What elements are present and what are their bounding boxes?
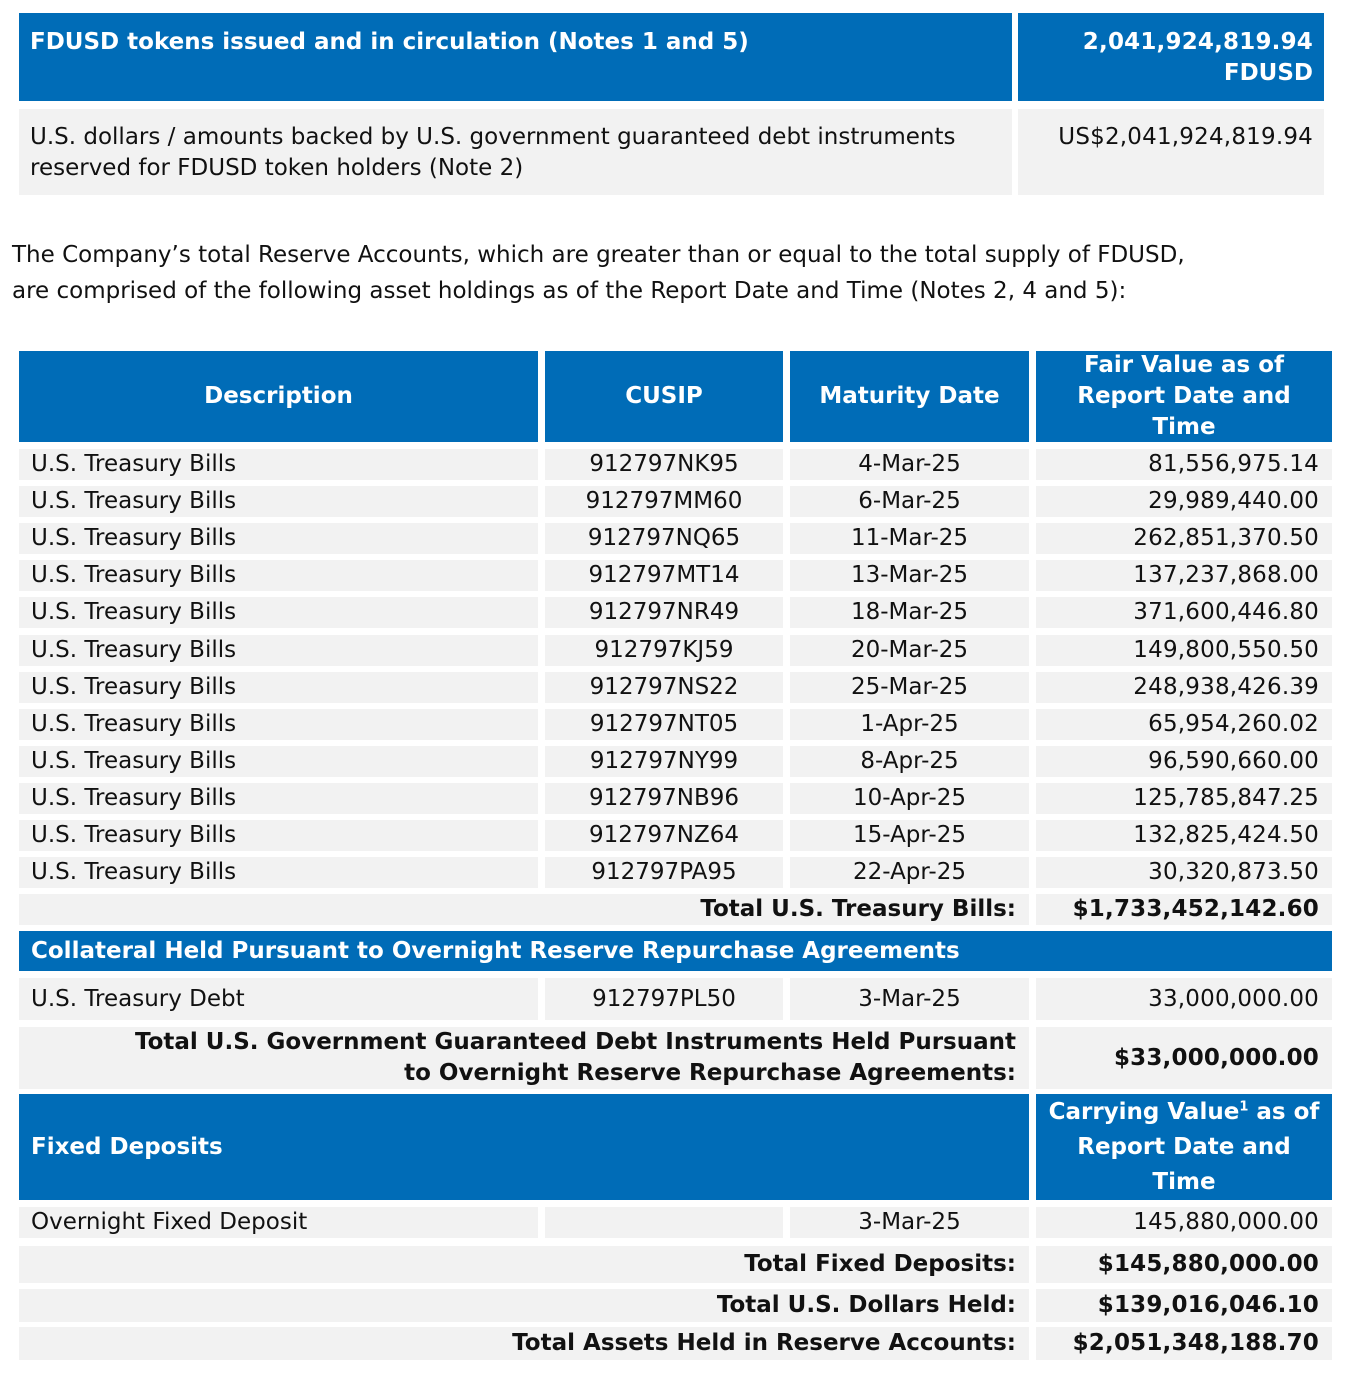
cell-maturity-date bbox=[790, 746, 1029, 777]
cell-description-text: U.S. Treasury Bills bbox=[31, 637, 237, 663]
header-cusip bbox=[545, 351, 783, 442]
cell-description-text: U.S. Treasury Bills bbox=[31, 859, 237, 885]
cell-maturity-date bbox=[790, 635, 1029, 666]
cell-cusip bbox=[545, 597, 783, 628]
usd-total-value-cell bbox=[1036, 1289, 1332, 1322]
repo-section-title: Collateral Held Pursuant to Overnight Reserve Repurchase Agreements bbox=[31, 937, 960, 964]
cell-fair-value-text: 30,320,873.50 bbox=[1148, 859, 1319, 885]
assets-total-label: Total Assets Held in Reserve Accounts: bbox=[512, 1330, 1016, 1356]
cell-fair-value-text: 371,600,446.80 bbox=[1133, 599, 1319, 625]
cell-description-text: U.S. Treasury Bills bbox=[31, 525, 237, 551]
header-maturity-date bbox=[790, 351, 1029, 442]
fixed-deposits-title: Fixed Deposits bbox=[31, 1133, 223, 1160]
treasury-total-value-cell bbox=[1036, 894, 1332, 925]
header-fair-value-line3: Time bbox=[1152, 414, 1216, 440]
cell-maturity-date bbox=[790, 597, 1029, 628]
repo-row-maturity bbox=[790, 978, 1029, 1020]
cell-description bbox=[19, 783, 538, 814]
header-description-text: Description bbox=[204, 383, 353, 409]
cell-description bbox=[19, 746, 538, 777]
assets-total-value: $2,051,348,188.70 bbox=[1072, 1330, 1319, 1356]
usd-total-value: $139,016,046.10 bbox=[1097, 1292, 1319, 1318]
header-fair-value-line1: Fair Value as of bbox=[1083, 352, 1285, 378]
carrying-value-tail: as of bbox=[1248, 1098, 1320, 1125]
cell-maturity-date-text: 18-Mar-25 bbox=[850, 599, 969, 625]
cell-description bbox=[19, 635, 538, 666]
tokens-issued-label-cell bbox=[19, 13, 1012, 101]
header-description bbox=[19, 351, 538, 442]
cell-description-text: U.S. Treasury Bills bbox=[31, 599, 237, 625]
fixed-row-maturity bbox=[790, 1207, 1029, 1238]
header-carrying-value bbox=[1036, 1094, 1332, 1200]
cell-fair-value-text: 81,556,975.14 bbox=[1148, 451, 1319, 477]
cell-description bbox=[19, 597, 538, 628]
intro-paragraph bbox=[12, 237, 1332, 309]
backing-value-cell bbox=[1018, 109, 1324, 195]
cell-cusip bbox=[545, 746, 783, 777]
cell-fair-value bbox=[1036, 486, 1332, 517]
cell-maturity-date-text: 22-Apr-25 bbox=[853, 859, 966, 885]
repo-row-value bbox=[1036, 978, 1332, 1020]
cell-description bbox=[19, 449, 538, 480]
cell-cusip-text: 912797PA95 bbox=[591, 859, 737, 885]
cell-fair-value bbox=[1036, 709, 1332, 740]
cell-description bbox=[19, 486, 538, 517]
cell-description bbox=[19, 820, 538, 851]
fixed-total-label: Total Fixed Deposits: bbox=[744, 1251, 1016, 1277]
cell-cusip-text: 912797NY99 bbox=[589, 748, 739, 774]
fixed-value: 145,880,000.00 bbox=[1133, 1209, 1319, 1235]
cell-cusip bbox=[545, 449, 783, 480]
cell-maturity-date bbox=[790, 672, 1029, 703]
cell-fair-value-text: 137,237,868.00 bbox=[1133, 562, 1319, 588]
cell-cusip-text: 912797NB96 bbox=[588, 785, 740, 811]
assets-total-value-cell bbox=[1036, 1327, 1332, 1360]
treasury-total-label-cell bbox=[19, 894, 1029, 925]
tokens-issued-label: FDUSD tokens issued and in circulation (Notes 1 and 5) bbox=[30, 29, 749, 55]
footnote-ref-1: 1 bbox=[1239, 1098, 1249, 1114]
fixed-total-value: $145,880,000.00 bbox=[1097, 1251, 1319, 1277]
cell-cusip-text: 912797NS22 bbox=[589, 674, 739, 700]
treasury-total-label: Total U.S. Treasury Bills: bbox=[700, 896, 1016, 922]
repo-row-description bbox=[19, 978, 538, 1020]
cell-fair-value-text: 149,800,550.50 bbox=[1133, 637, 1319, 663]
cell-maturity-date-text: 8-Apr-25 bbox=[860, 748, 959, 774]
cell-cusip bbox=[545, 709, 783, 740]
header-carrying-value-line2: Report Date and bbox=[1077, 1133, 1291, 1160]
header-carrying-value-line1 bbox=[1049, 1095, 1320, 1130]
cell-maturity-date bbox=[790, 783, 1029, 814]
cell-fair-value-text: 96,590,660.00 bbox=[1148, 748, 1319, 774]
cell-cusip bbox=[545, 635, 783, 666]
header-carrying-value-line3: Time bbox=[1152, 1168, 1216, 1195]
cell-cusip bbox=[545, 486, 783, 517]
cell-cusip bbox=[545, 820, 783, 851]
cell-cusip bbox=[545, 672, 783, 703]
cell-cusip-text: 912797NK95 bbox=[589, 451, 739, 477]
cell-maturity-date-text: 4-Mar-25 bbox=[858, 451, 961, 477]
cell-description-text: U.S. Treasury Bills bbox=[31, 748, 237, 774]
fixed-row-description bbox=[19, 1207, 538, 1238]
cell-maturity-date-text: 1-Apr-25 bbox=[860, 711, 959, 737]
header-fair-value-line2: Report Date and bbox=[1077, 383, 1291, 409]
cell-maturity-date-text: 25-Mar-25 bbox=[850, 674, 969, 700]
cell-fair-value bbox=[1036, 746, 1332, 777]
cell-cusip-text: 912797NZ64 bbox=[588, 822, 740, 848]
cell-fair-value-text: 248,938,426.39 bbox=[1133, 674, 1319, 700]
cell-maturity-date bbox=[790, 523, 1029, 554]
cell-description bbox=[19, 672, 538, 703]
cell-cusip-text: 912797KJ59 bbox=[594, 637, 734, 663]
cell-fair-value-text: 125,785,847.25 bbox=[1133, 785, 1319, 811]
cell-description bbox=[19, 523, 538, 554]
repo-maturity: 3-Mar-25 bbox=[858, 985, 961, 1012]
cell-fair-value bbox=[1036, 857, 1332, 888]
cell-maturity-date-text: 11-Mar-25 bbox=[850, 525, 969, 551]
cell-fair-value-text: 262,851,370.50 bbox=[1133, 525, 1319, 551]
tokens-issued-value-cell bbox=[1018, 13, 1324, 101]
fixed-total-label-cell bbox=[19, 1246, 1029, 1283]
cell-description-text: U.S. Treasury Bills bbox=[31, 488, 237, 514]
cell-maturity-date bbox=[790, 560, 1029, 591]
cell-fair-value bbox=[1036, 449, 1332, 480]
cell-fair-value bbox=[1036, 597, 1332, 628]
header-fair-value bbox=[1036, 351, 1332, 442]
cell-cusip bbox=[545, 783, 783, 814]
cell-fair-value-text: 29,989,440.00 bbox=[1148, 488, 1319, 514]
repo-description: U.S. Treasury Debt bbox=[31, 985, 245, 1012]
cell-fair-value bbox=[1036, 560, 1332, 591]
cell-maturity-date bbox=[790, 820, 1029, 851]
tokens-issued-unit: FDUSD bbox=[1223, 60, 1313, 86]
backing-label-line1: U.S. dollars / amounts backed by U.S. government guaranteed debt instruments bbox=[30, 124, 956, 150]
cell-fair-value bbox=[1036, 820, 1332, 851]
cell-description-text: U.S. Treasury Bills bbox=[31, 711, 237, 737]
cell-cusip-text: 912797NT05 bbox=[589, 711, 739, 737]
cell-cusip bbox=[545, 523, 783, 554]
cell-maturity-date-text: 20-Mar-25 bbox=[850, 637, 969, 663]
repo-total-label-line2: to Overnight Reserve Repurchase Agreements: bbox=[404, 1060, 1016, 1086]
cell-maturity-date bbox=[790, 449, 1029, 480]
intro-line-1: The Company’s total Reserve Accounts, which are greater than or equal to the total supply of FDUSD, bbox=[12, 242, 1185, 268]
cell-maturity-date-text: 10-Apr-25 bbox=[853, 785, 966, 811]
header-maturity-text: Maturity Date bbox=[819, 383, 1000, 409]
repo-section-header bbox=[19, 931, 1332, 971]
cell-fair-value-text: 132,825,424.50 bbox=[1133, 822, 1319, 848]
repo-cusip: 912797PL50 bbox=[592, 985, 736, 1012]
cell-description-text: U.S. Treasury Bills bbox=[31, 451, 237, 477]
carrying-value-text: Carrying Value bbox=[1048, 1098, 1240, 1125]
fixed-total-value-cell bbox=[1036, 1246, 1332, 1283]
tokens-issued-value: 2,041,924,819.94 bbox=[1082, 29, 1313, 55]
cell-fair-value-text: 65,954,260.02 bbox=[1148, 711, 1319, 737]
cell-description bbox=[19, 857, 538, 888]
cell-cusip-text: 912797NQ65 bbox=[587, 525, 741, 551]
cell-description bbox=[19, 560, 538, 591]
header-cusip-text: CUSIP bbox=[625, 383, 703, 409]
repo-total-label-cell bbox=[19, 1027, 1029, 1089]
assets-total-label-cell bbox=[19, 1327, 1029, 1360]
treasury-total-value: $1,733,452,142.60 bbox=[1072, 896, 1319, 922]
cell-cusip-text: 912797MM60 bbox=[585, 488, 743, 514]
cell-fair-value bbox=[1036, 672, 1332, 703]
cell-maturity-date bbox=[790, 857, 1029, 888]
fixed-row-value bbox=[1036, 1207, 1332, 1238]
fixed-row-cusip bbox=[545, 1207, 783, 1238]
backing-label-line2: reserved for FDUSD token holders (Note 2) bbox=[30, 155, 524, 181]
cell-description-text: U.S. Treasury Bills bbox=[31, 822, 237, 848]
cell-fair-value bbox=[1036, 635, 1332, 666]
cell-maturity-date-text: 13-Mar-25 bbox=[850, 562, 969, 588]
cell-maturity-date bbox=[790, 709, 1029, 740]
repo-row-cusip bbox=[545, 978, 783, 1020]
cell-maturity-date-text: 15-Apr-25 bbox=[853, 822, 966, 848]
cell-maturity-date-text: 6-Mar-25 bbox=[858, 488, 961, 514]
backing-label-cell bbox=[19, 109, 1012, 195]
repo-total-label-line1: Total U.S. Government Guaranteed Debt Instruments Held Pursuant bbox=[134, 1029, 1016, 1055]
cell-fair-value bbox=[1036, 783, 1332, 814]
repo-value: 33,000,000.00 bbox=[1148, 985, 1319, 1012]
repo-total-value-cell bbox=[1036, 1027, 1332, 1089]
fixed-maturity: 3-Mar-25 bbox=[858, 1209, 961, 1235]
repo-total-value: $33,000,000.00 bbox=[1113, 1044, 1319, 1071]
cell-fair-value bbox=[1036, 523, 1332, 554]
cell-cusip bbox=[545, 560, 783, 591]
cell-cusip bbox=[545, 857, 783, 888]
cell-description-text: U.S. Treasury Bills bbox=[31, 562, 237, 588]
usd-total-label-cell bbox=[19, 1289, 1029, 1322]
fixed-description: Overnight Fixed Deposit bbox=[31, 1209, 308, 1235]
cell-description-text: U.S. Treasury Bills bbox=[31, 785, 237, 811]
cell-description-text: U.S. Treasury Bills bbox=[31, 674, 237, 700]
backing-value: US$2,041,924,819.94 bbox=[1058, 124, 1313, 150]
cell-maturity-date bbox=[790, 486, 1029, 517]
cell-description bbox=[19, 709, 538, 740]
fixed-deposits-header bbox=[19, 1094, 1029, 1200]
cell-cusip-text: 912797NR49 bbox=[588, 599, 740, 625]
cell-cusip-text: 912797MT14 bbox=[588, 562, 740, 588]
intro-line-2: are comprised of the following asset holdings as of the Report Date and Time (Notes 2, 4 and 5): bbox=[12, 278, 1127, 304]
usd-total-label: Total U.S. Dollars Held: bbox=[716, 1292, 1016, 1318]
